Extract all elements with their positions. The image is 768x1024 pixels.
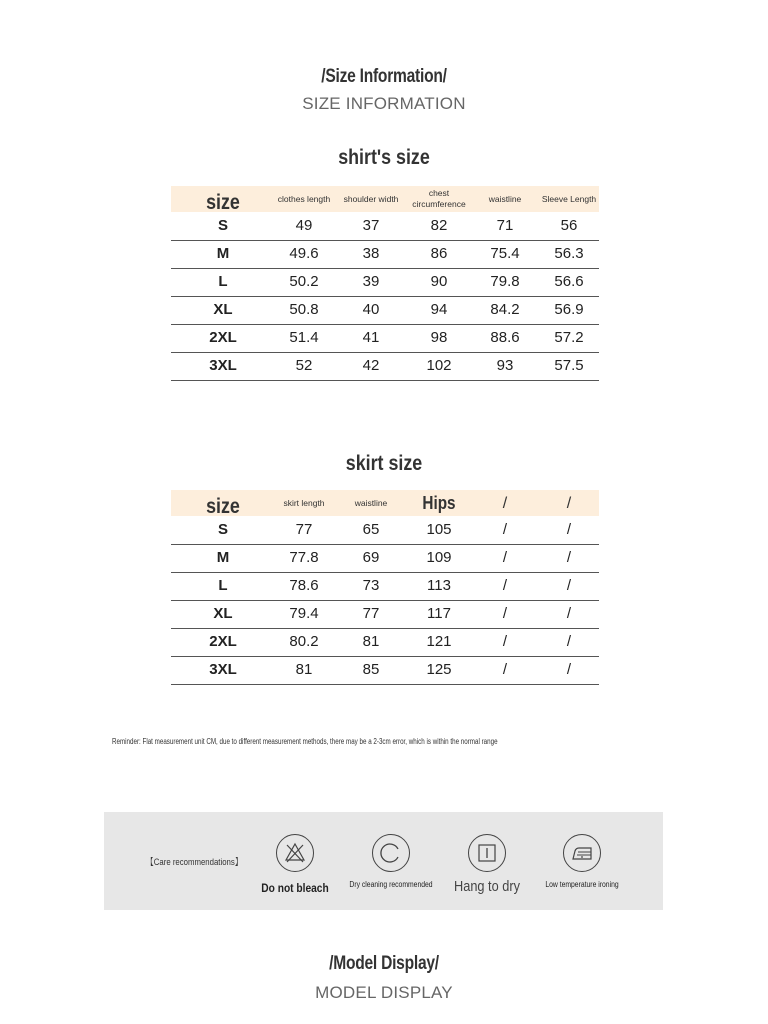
table-cell: 37 <box>362 217 380 234</box>
table-row <box>171 296 599 325</box>
table-cell: 69 <box>362 549 380 566</box>
table-row <box>171 240 599 269</box>
table-cell: 121 <box>426 633 452 650</box>
care-text-dry-clean: Dry cleaning recommended <box>349 880 433 889</box>
care-text-hang-dry: Hang to dry <box>454 878 520 895</box>
model-display-subtitle: MODEL DISPLAY <box>315 983 453 1002</box>
care-recommendations <box>104 812 663 910</box>
table-cell: 50.2 <box>289 273 319 290</box>
table-cell: / <box>566 661 572 678</box>
table-cell: 109 <box>426 549 452 566</box>
size-label: M <box>216 245 230 262</box>
shirt-table-title: shirt's size <box>338 146 430 169</box>
measurement-reminder: Reminder: Flat measurement unit CM, due to different measurement methods, there may be a 2-3cm error, which is within the normal range <box>112 737 498 746</box>
size-label: 3XL <box>209 357 237 374</box>
care-item-dry-clean <box>341 834 441 890</box>
table-cell: 38 <box>362 245 380 262</box>
table-cell: 93 <box>496 357 514 374</box>
table-cell: 79.8 <box>490 273 520 290</box>
table-cell: / <box>566 577 572 594</box>
table-cell: / <box>502 521 508 538</box>
header-cell: shoulder width <box>343 193 399 204</box>
table-cell: 51.4 <box>289 329 319 346</box>
table-cell: 52 <box>295 357 313 374</box>
header-cell: waistline <box>488 193 522 204</box>
table-cell: / <box>502 549 508 566</box>
table-cell: 81 <box>295 661 313 678</box>
table-cell: 56.9 <box>554 301 584 318</box>
table-cell: / <box>566 521 572 538</box>
dry-clean-icon <box>372 834 410 872</box>
table-cell: 86 <box>430 245 448 262</box>
header-cell: size <box>206 495 240 518</box>
table-row <box>171 600 599 629</box>
low-temp-iron-icon <box>563 834 601 872</box>
table-row <box>171 516 599 545</box>
care-label: 【Care recommendations】 <box>146 857 243 868</box>
table-row <box>171 212 599 241</box>
table-cell: 40 <box>362 301 380 318</box>
care-text-no-bleach: Do not bleach <box>261 881 329 895</box>
header-cell: waistline <box>354 497 388 508</box>
table-cell: / <box>566 605 572 622</box>
table-row <box>171 544 599 573</box>
care-item-no-bleach <box>245 834 345 895</box>
size-label: XL <box>213 301 233 318</box>
table-row <box>171 268 599 297</box>
table-cell: / <box>502 661 508 678</box>
header-cell: skirt length <box>283 497 325 508</box>
table-cell: 77.8 <box>289 549 319 566</box>
header-cell: clothes length <box>277 193 331 204</box>
size-label: M <box>216 549 230 566</box>
table-cell: 56.3 <box>554 245 584 262</box>
table-cell: 102 <box>426 357 452 374</box>
size-label: L <box>218 273 228 290</box>
care-item-low-temp-iron <box>532 834 632 890</box>
size-label: L <box>218 577 228 594</box>
header-cell: / <box>502 494 508 512</box>
hang-dry-icon <box>468 834 506 872</box>
table-cell: 56.6 <box>554 273 584 290</box>
size-label: S <box>217 217 228 234</box>
table-cell: / <box>502 605 508 622</box>
table-cell: 113 <box>427 577 451 594</box>
table-cell: 94 <box>430 301 448 318</box>
table-cell: 82 <box>430 217 448 234</box>
table-cell: 88.6 <box>490 329 520 346</box>
table-cell: 81 <box>362 633 380 650</box>
table-cell: 56 <box>560 217 578 234</box>
table-cell: 105 <box>426 521 452 538</box>
header-cell: Sleeve Length <box>541 193 597 204</box>
size-label: 2XL <box>209 329 237 346</box>
header-cell: / <box>566 494 572 512</box>
table-cell: 79.4 <box>289 605 319 622</box>
table-cell: 80.2 <box>289 633 319 650</box>
table-cell: 50.8 <box>289 301 319 318</box>
table-cell: 57.2 <box>554 329 584 346</box>
table-cell: 41 <box>362 329 380 346</box>
model-display-title: /Model Display/ <box>329 953 439 974</box>
table-cell: 84.2 <box>490 301 520 318</box>
table-row <box>171 352 599 381</box>
table-cell: 125 <box>426 661 452 678</box>
size-label: 2XL <box>209 633 237 650</box>
skirt-table-title: skirt size <box>345 452 423 475</box>
table-cell: 98 <box>430 329 448 346</box>
table-cell: 73 <box>362 577 380 594</box>
care-text-low-temp-iron: Low temperature ironing <box>545 880 619 889</box>
table-cell: 42 <box>362 357 380 374</box>
table-cell: 49 <box>295 217 313 234</box>
table-cell: 85 <box>362 661 380 678</box>
care-item-hang-dry <box>437 834 537 896</box>
size-label: XL <box>213 605 233 622</box>
table-cell: 90 <box>430 273 448 290</box>
table-cell: 65 <box>362 521 380 538</box>
table-row <box>171 628 599 657</box>
table-cell: 78.6 <box>289 577 319 594</box>
size-label: S <box>217 521 228 538</box>
table-cell: 39 <box>362 273 380 290</box>
table-cell: 49.6 <box>289 245 319 262</box>
header-cell: size <box>206 191 240 214</box>
table-cell: 71 <box>496 217 514 234</box>
table-cell: 57.5 <box>554 357 584 374</box>
size-info-subtitle: SIZE INFORMATION <box>302 94 466 113</box>
table-cell: / <box>566 549 572 566</box>
table-cell: 75.4 <box>490 245 520 262</box>
table-cell: 77 <box>295 521 313 538</box>
table-cell: 77 <box>362 605 380 622</box>
table-cell: 117 <box>427 605 451 622</box>
table-row <box>171 324 599 353</box>
header-cell: Hips <box>422 492 456 513</box>
table-row <box>171 572 599 601</box>
no-bleach-icon <box>276 834 314 872</box>
table-row <box>171 656 599 685</box>
header-cell: chest circumference <box>412 188 466 209</box>
size-label: 3XL <box>209 661 237 678</box>
table-cell: / <box>566 633 572 650</box>
table-cell: / <box>502 577 508 594</box>
table-cell: / <box>502 633 508 650</box>
size-info-title: /Size Information/ <box>321 66 447 87</box>
